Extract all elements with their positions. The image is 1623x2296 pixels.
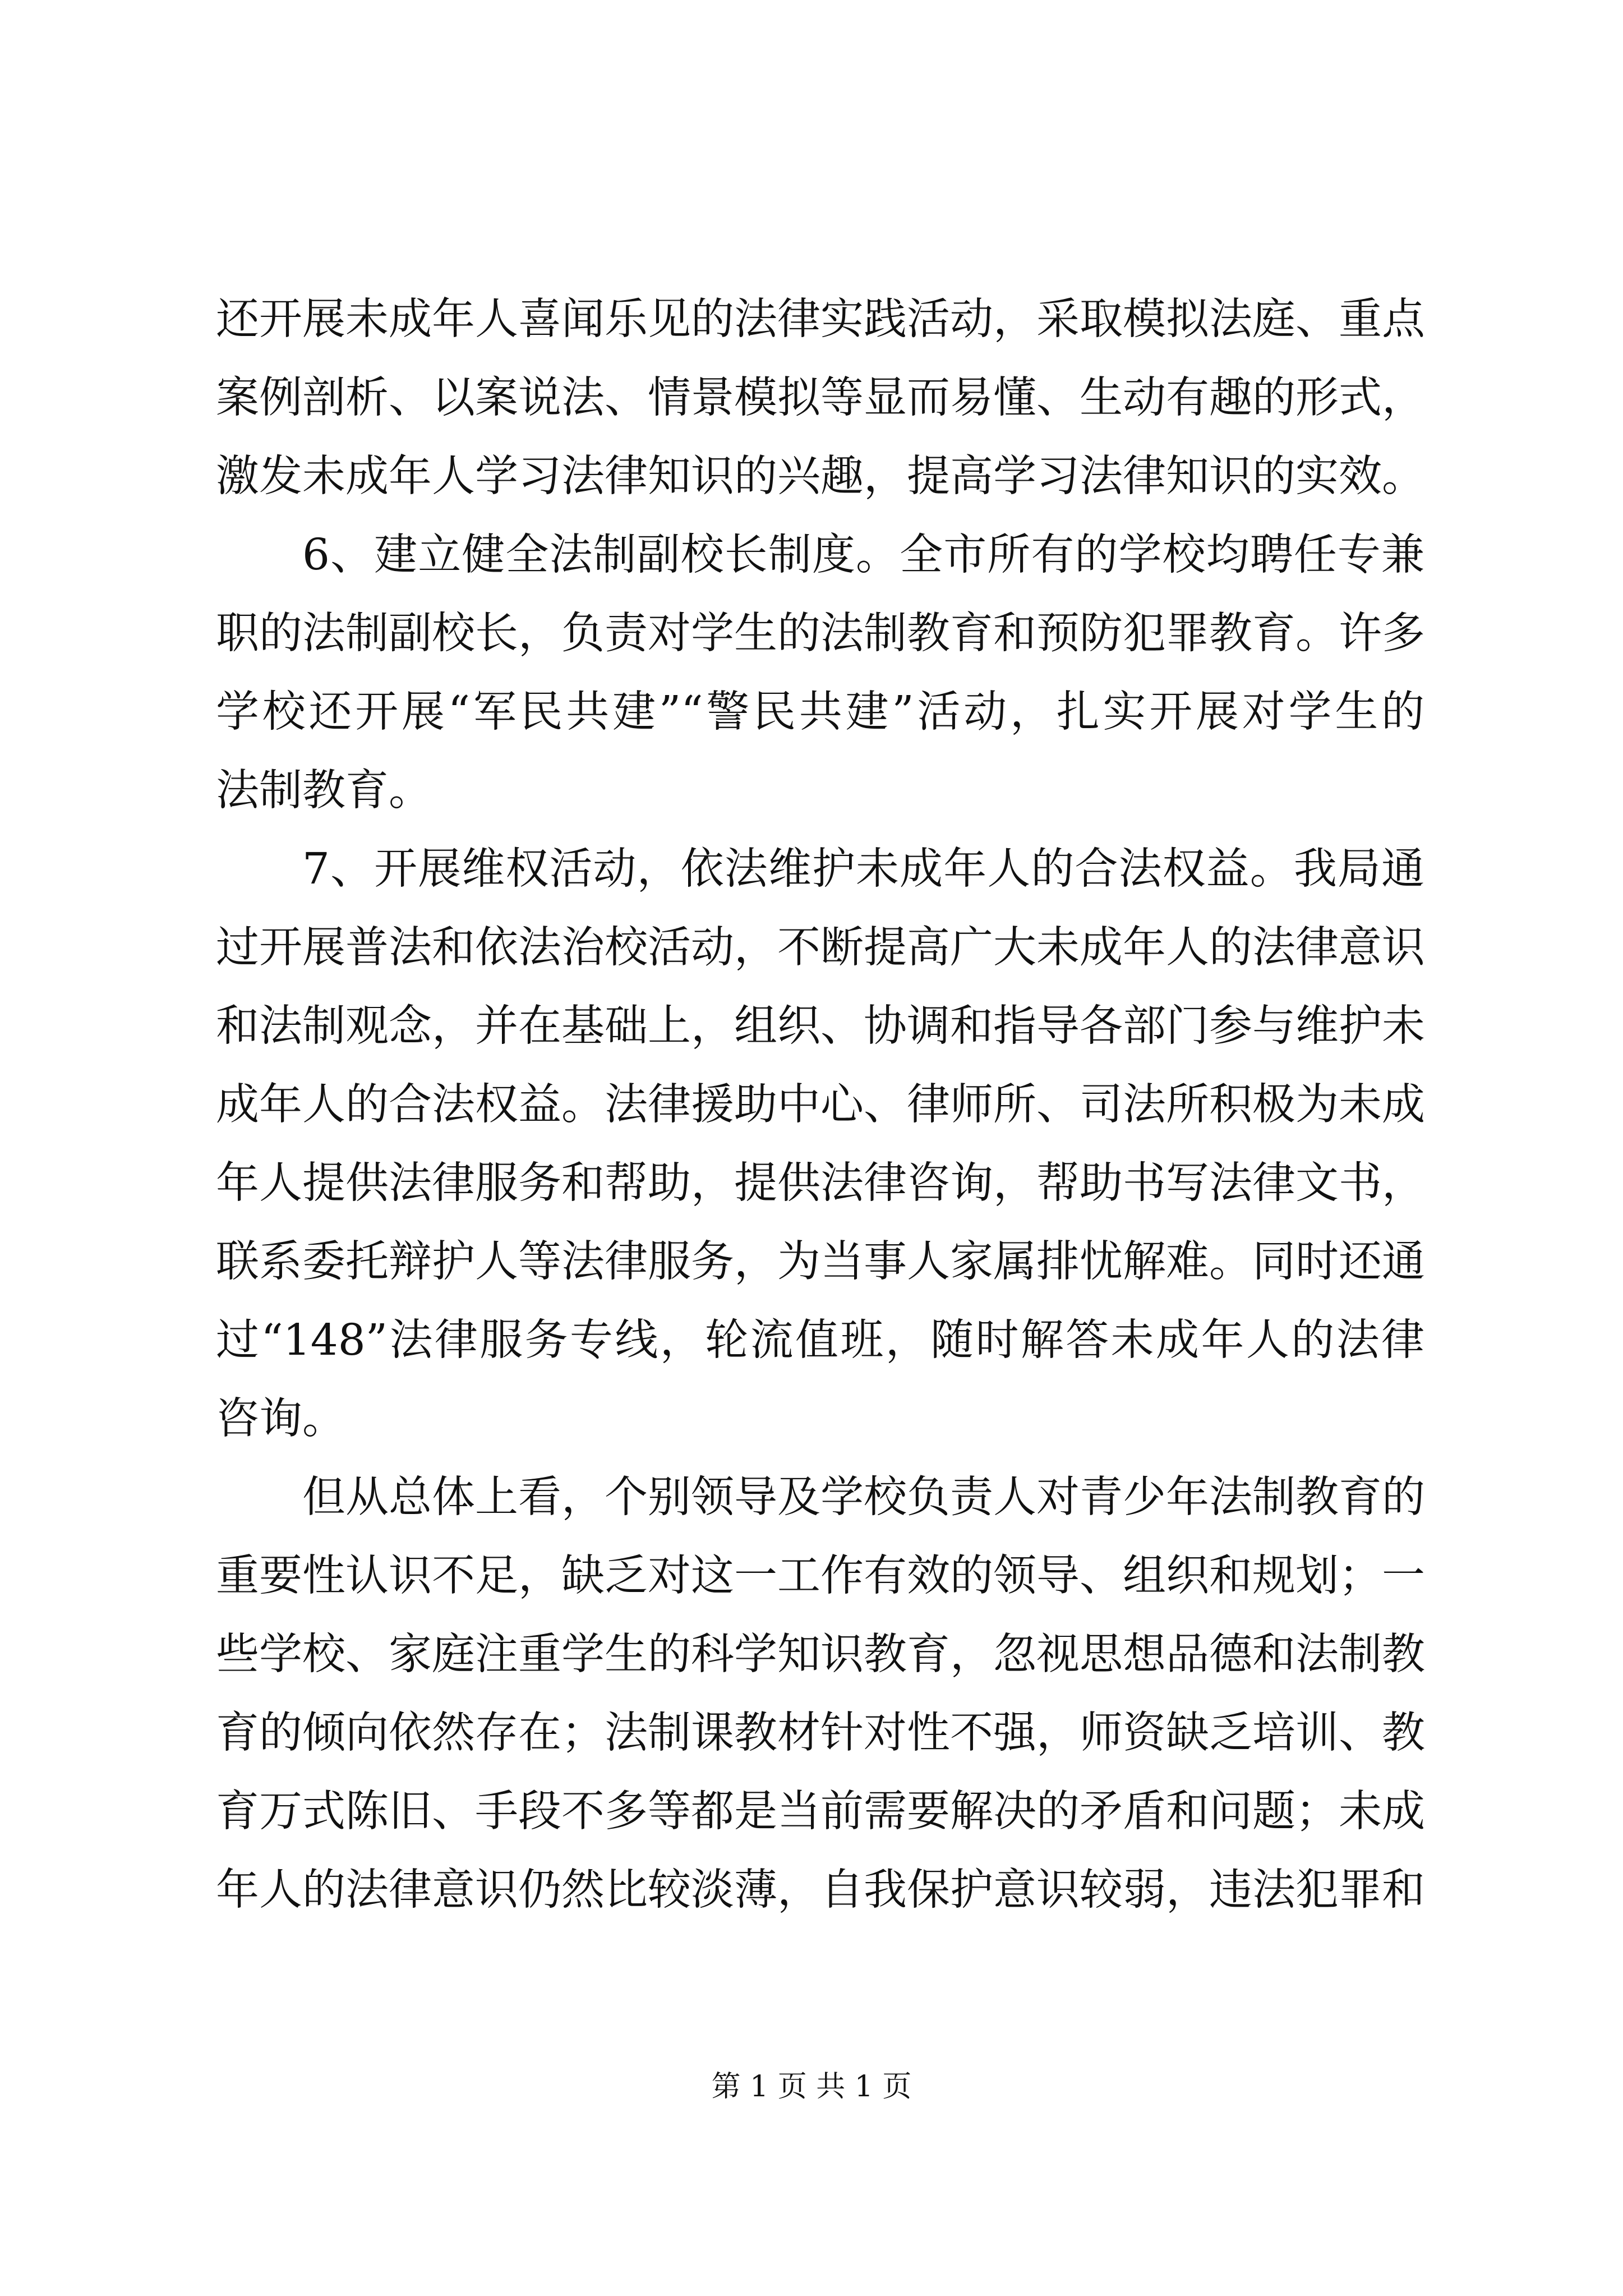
body-line: 联系委托辩护人等法律服务，为当事人家属排忧解难。同时还通 (216, 1237, 1425, 1287)
body-line: 重要性认识不足，缺乏对这一工作有效的领导、组织和规划；一 (216, 1551, 1425, 1601)
body-line: 育的倾向依然存在；法制课教材针对性不强，师资缺乏培训、教 (216, 1708, 1425, 1758)
body-line: 法制教育。 (216, 766, 432, 816)
body-line: 学校还开展“军民共建”“警民共建”活动，扎实开展对学生的 (216, 687, 1424, 737)
body-line: 过开展普法和依法治校活动，不断提高广大未成年人的法律意识 (216, 923, 1425, 973)
body-line: 成年人的合法权益。法律援助中心、律师所、司法所积极为未成 (216, 1080, 1425, 1130)
body-line: 和法制观念，并在基础上，组织、协调和指导各部门参与维护未 (216, 1001, 1425, 1051)
body-line: 但从总体上看，个别领导及学校负责人对青少年法制教育的 (302, 1473, 1425, 1522)
page-number-footer: 第 1 页 共 1 页 (711, 2070, 912, 2104)
body-line: 过“148”法律服务专线，轮流值班，随时解答未成年人的法律 (216, 1315, 1424, 1365)
body-line: 案例剖析、以案说法、情景模拟等显而易懂、生动有趣的形式， (216, 373, 1425, 423)
body-line: 年人提供法律服务和帮助，提供法律咨询，帮助书写法律文书， (216, 1158, 1425, 1208)
body-line: 6、建立健全法制副校长制度。全市所有的学校均聘任专兼 (302, 530, 1424, 580)
body-line: 年人的法律意识仍然比较淡薄，自我保护意识较弱，违法犯罪和 (216, 1865, 1425, 1915)
body-line: 咨询。 (216, 1394, 345, 1444)
body-line: 职的法制副校长，负责对学生的法制教育和预防犯罪教育。许多 (216, 609, 1425, 659)
body-line: 些学校、家庭注重学生的科学知识教育，忽视思想品德和法制教 (216, 1630, 1425, 1680)
body-line: 还开展未成年人喜闻乐见的法律实践活动，采取模拟法庭、重点 (216, 295, 1425, 344)
body-line: 激发未成年人学习法律知识的兴趣，提高学习法律知识的实效。 (216, 452, 1425, 501)
body-line: 7、开展维权活动，依法维护未成年人的合法权益。我局通 (302, 844, 1424, 894)
body-line: 育万式陈旧、手段不多等都是当前需要解决的矛盾和问题；未成 (216, 1787, 1425, 1837)
